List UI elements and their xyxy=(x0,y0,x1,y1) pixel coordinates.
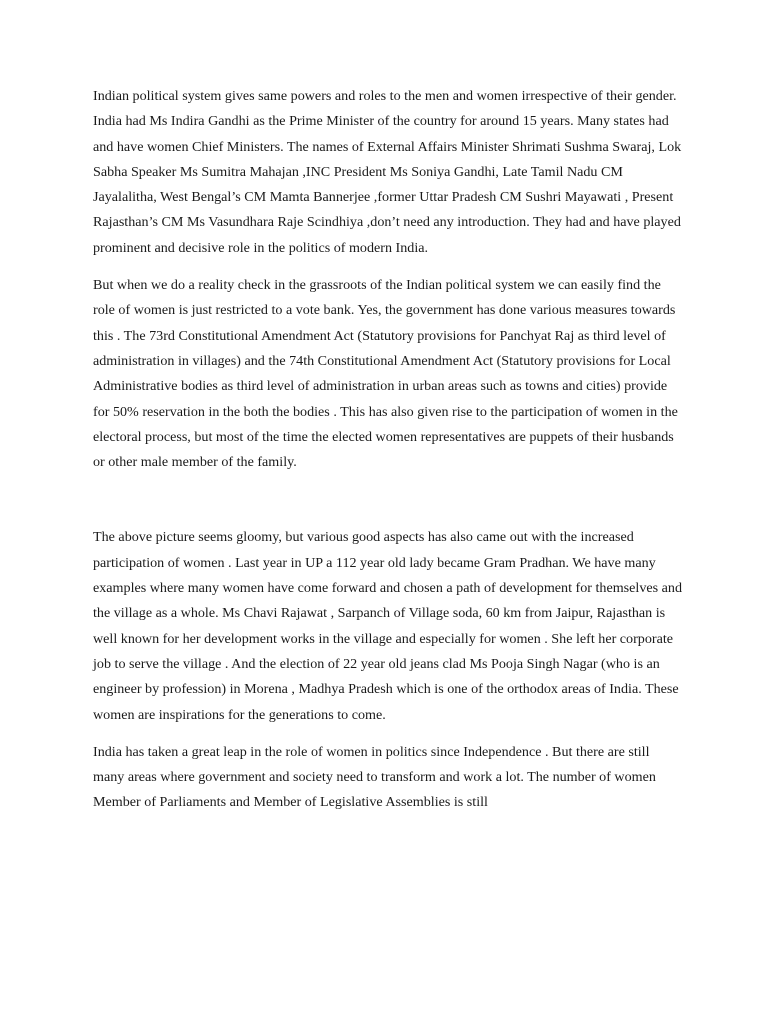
paragraph-since-independence: India has taken a great leap in the role of women in politics since Independence . But there are still many areas where government and society need to transform and work a lot. The number of women Member of Parliaments and Member of Legislative Assemblies is still xyxy=(93,743,656,811)
paragraph-good-aspects: The above picture seems gloomy, but various good aspects has also came out with the increased participation of women . Last year in UP a 112 year old lady became Gram Pradhan. We have many examples where many women have come forward and chosen a path of development for themselves and the village as a whole. Ms Chavi Rajawat , Sarpanch of Village soda, 60 km from Jaipur, Rajasthan is well known for her development works in the village and especially for women . She left her corporate job to serve the village . And the election of 22 year old jeans clad Ms Pooja Singh Nagar (who is an engineer by profession) in Morena , Madhya Pradesh which is one of the orthodox areas of India. These women are inspirations for the generations to come. xyxy=(93,529,682,723)
paragraph-grassroots-reality: But when we do a reality check in the grassroots of the Indian political system we can easily find the role of women is just restricted to a vote bank. Yes, the government has done various measures towards this . The 73rd Constitutional Amendment Act (Statutory provisions for Panchyat Raj as third level of administration in villages) and the 74th Constitutional Amendment Act (Statutory provisions for Local Administrative bodies as third level of administration in urban areas such as towns and cities) provide for 50% reservation in the both the bodies . This has also given rise to the participation of women in the electoral process, but most of the time the elected women representatives are puppets of their husbands or other male member of the family. xyxy=(93,277,678,471)
paragraph-women-leaders: Indian political system gives same powers and roles to the men and women irrespective of their gender. India had Ms Indira Gandhi as the Prime Minister of the country for around 15 years. Many states had and have women Chief Ministers. The names of External Affairs Minister Shrimati Sushma Swaraj, Lok Sabha Speaker Ms Sumitra Mahajan ,INC President Ms Soniya Gandhi, Late Tamil Nadu CM Jayalalitha, West Bengal’s CM Mamta Bannerjee ,former Uttar Pradesh CM Sushri Mayawati , Present Rajasthan’s CM Ms Vasundhara Raje Scindhiya ,don’t need any introduction. They had and have played prominent and decisive role in the politics of modern India. xyxy=(93,88,682,256)
document-body xyxy=(93,84,683,816)
